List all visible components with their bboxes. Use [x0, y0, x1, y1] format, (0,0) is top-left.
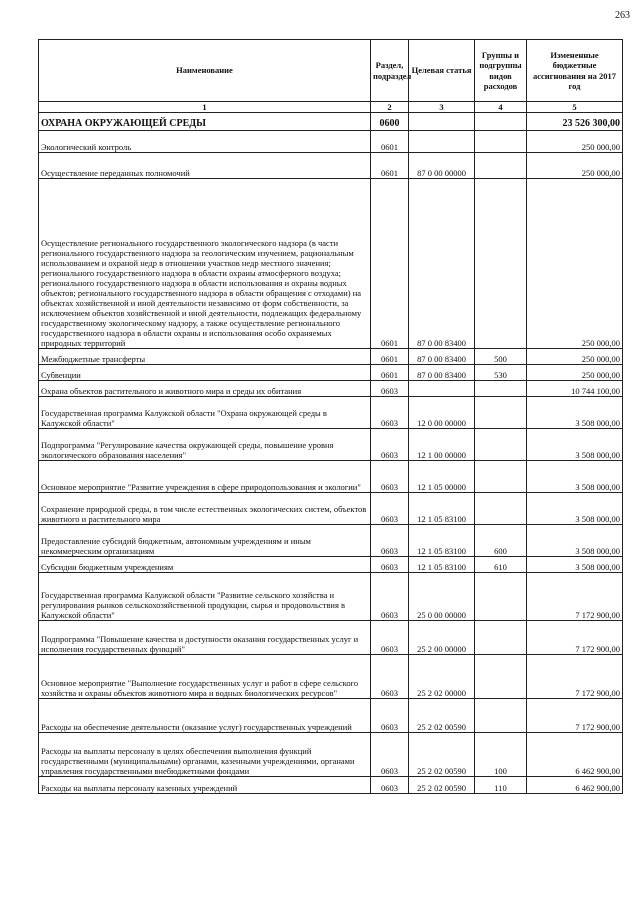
table-row: [39, 573, 623, 621]
cell-amount: 250 000,00: [527, 365, 623, 381]
cell-name: Расходы на выплаты персоналу казенных учреждений: [39, 777, 371, 794]
cell-target: 87 0 00 83400: [409, 349, 475, 365]
cell-section: 0603: [371, 777, 409, 794]
cell-group: 600: [475, 525, 527, 557]
cell-name: Государственная программа Калужской области "Развитие сельского хозяйства и регулирования рынков сельскохозяйственной продукции, сырья и продовольствия в Калужской области": [39, 573, 371, 621]
cell-target: [409, 381, 475, 397]
cell-name: Подпрограмма "Регулирование качества окружающей среды, повышение уровня экологического образования населения": [39, 429, 371, 461]
table-row: [39, 557, 623, 573]
table-row: [39, 131, 623, 153]
cell-group: [475, 655, 527, 699]
cell-group: [475, 153, 527, 179]
cell-group: [475, 113, 527, 131]
header-groups: Группы и подгруппы видов расходов: [475, 40, 527, 102]
cell-amount: 250 000,00: [527, 349, 623, 365]
cell-group: [475, 461, 527, 493]
table-row: [39, 153, 623, 179]
cell-section: 0600: [371, 113, 409, 131]
index-cell: 1: [39, 102, 371, 113]
table-row: [39, 349, 623, 365]
index-row: [39, 102, 623, 113]
header-amount: Измененные бюджетные ассигнования на 2017 год: [527, 40, 623, 102]
cell-group: [475, 621, 527, 655]
cell-name: Сохранение природной среды, в том числе естественных экологических систем, объектов животного и растительного мира: [39, 493, 371, 525]
cell-target: [409, 131, 475, 153]
index-cell: 3: [409, 102, 475, 113]
cell-group: [475, 381, 527, 397]
header-section: Раздел, подраздел: [371, 40, 409, 102]
table-row: [39, 525, 623, 557]
page-number: 263: [615, 10, 630, 21]
cell-group: [475, 131, 527, 153]
index-cell: 5: [527, 102, 623, 113]
cell-target: 25 2 02 00590: [409, 733, 475, 777]
cell-amount: 250 000,00: [527, 131, 623, 153]
table-row: [39, 621, 623, 655]
cell-name: Государственная программа Калужской области "Охрана окружающей среды в Калужской области": [39, 397, 371, 429]
cell-target: 87 0 00 83400: [409, 179, 475, 349]
cell-amount: 3 508 000,00: [527, 525, 623, 557]
cell-section: 0601: [371, 131, 409, 153]
cell-amount: 7 172 900,00: [527, 621, 623, 655]
cell-name: Осуществление регионального государственного экологического надзора (в части регионального государственного надзора за геологическим изучением, рациональным использованием и охраной недр в отношении участков недр местного значения; регионального государственного надзора в области охраны атмосферного воздуха; регионального государственного надзора в области использования и охраны водных объектов; регионального государственного надзора в области обращения с отходами) на объектах хозяйственной и иной деятельности независимо от форм собственности, за исключением объектов хозяйственной и иной деятельности, подлежащих федеральному государственному экологическому надзору, а также осуществление регионального государственного надзора в области охраны и использования особо охраняемых природных территорий: [39, 179, 371, 349]
cell-target: 25 2 00 00000: [409, 621, 475, 655]
table-row: [39, 179, 623, 349]
cell-target: 12 1 05 83100: [409, 493, 475, 525]
table-row: [39, 699, 623, 733]
cell-name: Подпрограмма "Повышение качества и доступности оказания государственных услуг и исполнения государственных функций": [39, 621, 371, 655]
header-row: [39, 40, 623, 102]
cell-name: ОХРАНА ОКРУЖАЮЩЕЙ СРЕДЫ: [39, 113, 371, 131]
cell-name: Основное мероприятие "Развитие учреждения в сфере природопользования и экологии": [39, 461, 371, 493]
cell-group: [475, 493, 527, 525]
cell-amount: 3 508 000,00: [527, 557, 623, 573]
cell-section: 0603: [371, 557, 409, 573]
cell-section: 0603: [371, 655, 409, 699]
index-cell: 4: [475, 102, 527, 113]
cell-group: [475, 699, 527, 733]
cell-amount: 250 000,00: [527, 153, 623, 179]
cell-section: 0603: [371, 461, 409, 493]
cell-amount: 3 508 000,00: [527, 397, 623, 429]
cell-amount: 3 508 000,00: [527, 461, 623, 493]
cell-section: 0601: [371, 153, 409, 179]
cell-group: [475, 179, 527, 349]
cell-amount: 3 508 000,00: [527, 493, 623, 525]
header-name: Наименование: [39, 40, 371, 102]
table-row: [39, 493, 623, 525]
cell-name: Субсидии бюджетным учреждениям: [39, 557, 371, 573]
cell-section: 0603: [371, 397, 409, 429]
cell-section: 0603: [371, 621, 409, 655]
cell-group: 500: [475, 349, 527, 365]
cell-target: 12 1 05 83100: [409, 525, 475, 557]
cell-group: 110: [475, 777, 527, 794]
index-cell: 2: [371, 102, 409, 113]
cell-name: Осуществление переданных полномочий: [39, 153, 371, 179]
cell-group: 100: [475, 733, 527, 777]
table-row: [39, 777, 623, 794]
cell-amount: 7 172 900,00: [527, 573, 623, 621]
cell-section: 0601: [371, 365, 409, 381]
cell-group: 530: [475, 365, 527, 381]
cell-target: 25 2 02 00590: [409, 699, 475, 733]
cell-section: 0603: [371, 381, 409, 397]
cell-target: 87 0 00 83400: [409, 365, 475, 381]
cell-name: Расходы на выплаты персоналу в целях обеспечения выполнения функций государственными (муниципальными) органами, казенными учреждениями, органами управления государственными внебюджетными фондами: [39, 733, 371, 777]
cell-group: [475, 573, 527, 621]
cell-target: 12 1 05 00000: [409, 461, 475, 493]
cell-section: 0603: [371, 733, 409, 777]
cell-target: 12 1 05 83100: [409, 557, 475, 573]
header-target: Целевая статья: [409, 40, 475, 102]
table-row: [39, 381, 623, 397]
cell-name: Охрана объектов растительного и животного мира и среды их обитания: [39, 381, 371, 397]
cell-target: [409, 113, 475, 131]
cell-amount: 3 508 000,00: [527, 429, 623, 461]
table-row: [39, 733, 623, 777]
cell-group: [475, 397, 527, 429]
cell-amount: 23 526 300,00: [527, 113, 623, 131]
cell-group: [475, 429, 527, 461]
cell-group: 610: [475, 557, 527, 573]
cell-amount: 6 462 900,00: [527, 733, 623, 777]
table-row: [39, 461, 623, 493]
cell-amount: 250 000,00: [527, 179, 623, 349]
table-row: [39, 113, 623, 131]
cell-amount: 7 172 900,00: [527, 655, 623, 699]
cell-section: 0603: [371, 493, 409, 525]
table-row: [39, 429, 623, 461]
cell-name: Предоставление субсидий бюджетным, автономным учреждениям и иным некоммерческим организациям: [39, 525, 371, 557]
table-row: [39, 365, 623, 381]
cell-section: 0603: [371, 525, 409, 557]
cell-section: 0603: [371, 429, 409, 461]
cell-amount: 10 744 100,00: [527, 381, 623, 397]
cell-target: 12 0 00 00000: [409, 397, 475, 429]
cell-target: 25 0 00 00000: [409, 573, 475, 621]
table-row: [39, 397, 623, 429]
cell-name: Межбюджетные трансферты: [39, 349, 371, 365]
cell-target: 12 1 00 00000: [409, 429, 475, 461]
table-row: [39, 655, 623, 699]
cell-name: Экологический контроль: [39, 131, 371, 153]
cell-name: Субвенции: [39, 365, 371, 381]
cell-amount: 7 172 900,00: [527, 699, 623, 733]
cell-target: 25 2 02 00000: [409, 655, 475, 699]
cell-amount: 6 462 900,00: [527, 777, 623, 794]
cell-section: 0603: [371, 699, 409, 733]
cell-section: 0603: [371, 573, 409, 621]
budget-table: [38, 39, 623, 794]
cell-name: Расходы на обеспечение деятельности (оказание услуг) государственных учреждений: [39, 699, 371, 733]
cell-section: 0601: [371, 179, 409, 349]
cell-name: Основное мероприятие "Выполнение государственных услуг и работ в сфере сельского хозяйства и охраны объектов животного мира и водных биологических ресурсов": [39, 655, 371, 699]
cell-target: 87 0 00 00000: [409, 153, 475, 179]
cell-section: 0601: [371, 349, 409, 365]
cell-target: 25 2 02 00590: [409, 777, 475, 794]
